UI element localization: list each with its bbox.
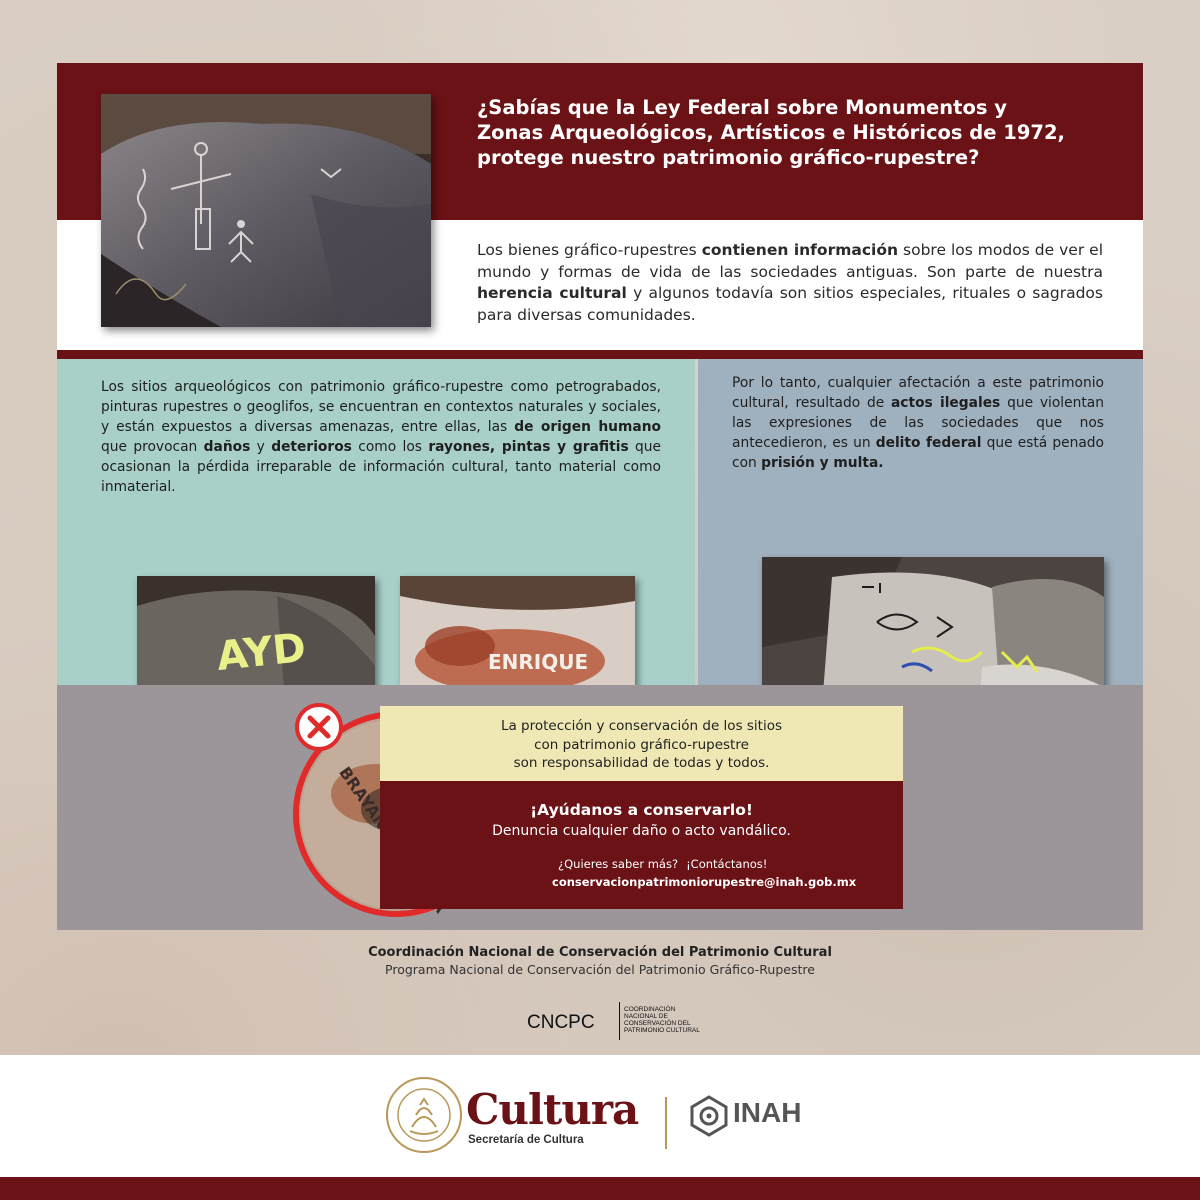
credits [0,945,1200,977]
legal-section [698,359,1143,685]
info-panel [57,63,1143,930]
responsibility-line-1: La protección y conservación de los sitios [500,718,783,734]
footer-bar [0,1177,1200,1200]
cncpc-acronym: CNCPC [527,1012,595,1033]
responsibility-line-3: son responsabilidad de todas y todos. [513,755,770,771]
divider-band [57,350,1143,359]
circle-graffiti-text: BRAYAN [335,763,392,833]
inah-wordmark: INAH [733,1097,802,1128]
petroglyph-image [101,94,431,327]
call-to-action-section [57,685,1143,930]
contact-prompt [558,857,767,871]
contact-email[interactable]: conservacionpatrimoniorupestre@inah.gob.mx [552,875,857,889]
help-title: ¡Ayúdanos a conservarlo! [530,801,753,819]
secretaria-label: Secretaría de Cultura [468,1134,584,1146]
inah-glyph-icon [688,1095,730,1137]
cncpc-full-name: COORDINACIÓN NACIONAL DE CONSERVACIÓN DEL PATRIMONIO CULTURAL [624,1006,700,1034]
contact-text: ¡Contáctanos! [686,857,768,871]
legal-paragraph: Por lo tanto, cualquier afectación a este patrimonio cultural, resultado de actos ilegales que violentan las expresiones de las sociedades que nos antecedieron, es un delito federal que está penado con prisión y multa. [732,375,1104,471]
threats-section [57,359,695,685]
cultura-wordmark: Cultura [466,1085,639,1134]
footer [0,1055,1200,1177]
credits-line-2: Programa Nacional de Conservación del Patrimonio Gráfico-Rupestre [385,962,815,977]
petroglyph-photo [101,94,431,327]
footer-divider [665,1097,667,1149]
credits-line-1: Coordinación Nacional de Conservación del Patrimonio Cultural [368,945,832,960]
responsibility-box [380,706,903,781]
mexico-seal-icon [384,1075,464,1155]
responsibility-line-2: con patrimonio gráfico-rupestre [534,736,749,753]
help-subtitle: Denuncia cualquier daño o acto vandálico. [492,823,791,839]
help-box [380,781,903,909]
responsibility-text [380,717,903,773]
more-info-text: ¿Quieres saber más? [558,857,679,871]
intro-paragraph: Los bienes gráfico-rupestres contienen información sobre los modos de ver el mundo y formas de vida de las sociedades antiguas. Son parte de nuestra herencia cultural y algunos todavía son sitios especiales, rituales o sagrados para diversas comunidades. [477,241,1104,324]
threats-paragraph: Los sitios arqueológicos con patrimonio gráfico-rupestre como petrograbados, pinturas rupestres o geoglifos, se encuentran en contextos naturales y sociales, y están expuestos a diversas amenazas, entre ellas, las de origen humano que provocan daños y deterioros como los rayones, pintas y grafitis que ocasionan la pérdida irreparable de información cultural, tanto material como inmaterial. [101,379,662,495]
cncpc-divider [619,1002,620,1040]
graffiti-text-2: ENRIQUE [488,650,589,674]
header-question: ¿Sabías que la Ley Federal sobre Monumentos y Zonas Arqueológicos, Artísticos e Históricos de 1972, protege nuestro patrimonio gráfico-rupestre? [477,96,1065,169]
graffiti-text-1: AYD [214,624,309,681]
